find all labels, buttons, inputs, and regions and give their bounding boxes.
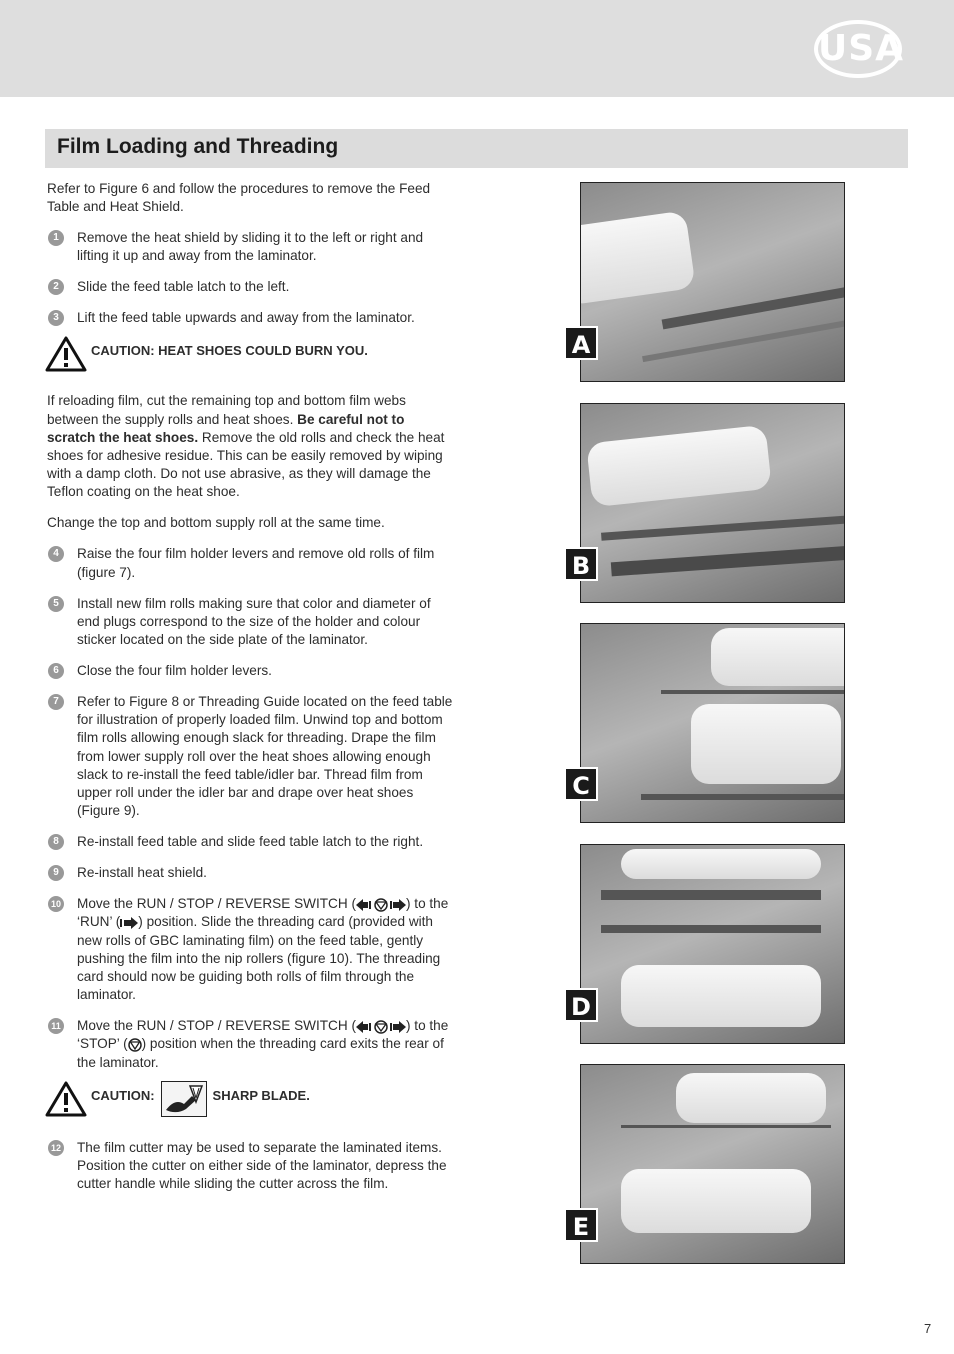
step-6 (47, 662, 455, 680)
caution-heat-text: CAUTION: HEAT SHOES COULD BURN YOU. (91, 343, 368, 359)
reload-paragraph (47, 392, 455, 501)
step-3 (47, 309, 455, 327)
film-roll (691, 704, 841, 784)
caution-blade-label: CAUTION: (91, 1087, 155, 1103)
step-8 (47, 833, 455, 851)
roller-bar (601, 890, 821, 900)
change-paragraph: Change the top and bottom supply roll at the same time. (47, 515, 385, 531)
roller-bar (641, 794, 845, 800)
film-roll (621, 1169, 811, 1233)
step-number: 12 (48, 1140, 64, 1156)
figure-label-d: D (564, 988, 598, 1022)
step-number: 6 (48, 663, 64, 679)
roller-bar (601, 925, 821, 933)
step-2 (47, 278, 455, 296)
step-text: Lift the feed table upwards and away from the laminator. (77, 310, 415, 326)
page-number: 7 (924, 1321, 932, 1336)
step-10 (47, 895, 455, 1004)
film-roll (621, 965, 821, 1027)
usa-badge: USA (814, 20, 902, 78)
roller-bar (621, 1125, 831, 1128)
step-7 (47, 693, 455, 820)
step11-text-a: Move the RUN / STOP / REVERSE SWITCH ( (77, 1018, 356, 1034)
header-band (0, 0, 954, 97)
roller-bar (661, 690, 845, 694)
step-text: Re-install feed table and slide feed table latch to the right. (77, 834, 424, 850)
sharp-blade-icon (161, 1081, 207, 1117)
reload-bold-warning: Be careful not to scratch the heat shoes. (47, 411, 405, 445)
figure-label-e: E (564, 1208, 598, 1242)
film-roll (676, 1073, 826, 1123)
step-number: 10 (48, 896, 64, 912)
step-5 (47, 595, 455, 650)
step-text: Refer to Figure 8 or Threading Guide located on the feed table for illustration of properly loaded film. Unwind top and bottom film rolls allowing enough slack for threading. Drape the film from lower supply roll over the heat shoes allowing enough slack to re-install the feed table/idler bar. Thread film from upper roll under the idler bar and drape over heat shoes (Figure 9). (77, 694, 453, 819)
roller-bar (601, 515, 845, 540)
film-roll (580, 210, 696, 305)
step11-text-c: ) position when the threading card exits the rear of the laminator. (77, 1036, 444, 1070)
step-number: 3 (48, 310, 64, 326)
figure-label-b: B (564, 547, 598, 581)
step-number: 4 (48, 546, 64, 562)
step-text: Remove the heat shield by sliding it to the left or right and lifting it up and away from the laminator. (77, 230, 424, 264)
step-1 (47, 229, 455, 265)
step-text: The film cutter may be used to separate the laminated items. Position the cutter on either side of the laminator, depress the cutter handle while sliding the cutter across the film. (77, 1139, 447, 1192)
step-text: Close the four film holder levers. (77, 663, 272, 679)
film-roll (621, 849, 821, 879)
step-text (77, 1017, 455, 1072)
run-stop-reverse-switch-icon (356, 1020, 406, 1034)
step-text: Install new film rolls making sure that color and diameter of end plugs correspond to the size of the holder and colour sticker located on the side plate of the laminator. (77, 595, 431, 648)
step-11 (47, 1017, 455, 1072)
photo-b-loading-roll (580, 403, 845, 603)
instructions-column (47, 180, 455, 1206)
step-text: Slide the feed table latch to the left. (77, 279, 290, 295)
step10-text-c: ) position. Slide the threading card (provided with new rolls of GBC laminating film) on the feed table, gently pushing the film into the nip rollers (figure 10). The threading card should now be guiding both rolls of film through the laminator. (77, 914, 441, 1003)
warning-triangle-icon (45, 336, 87, 372)
section-header (45, 129, 908, 168)
step-9 (47, 864, 455, 882)
step-text: Re-install heat shield. (77, 865, 207, 881)
step-number: 8 (48, 834, 64, 850)
step-number: 9 (48, 865, 64, 881)
film-roll (586, 425, 772, 507)
reload-text-2: Remove the old rolls and check the heat shoes for adhesive residue. This can be easily removed by wiping with a damp cloth. Do not use abrasive, as they will damage the Teflon coating on the heat shoe. (47, 429, 445, 500)
run-arrow-icon (120, 916, 138, 930)
step-text (77, 895, 455, 1004)
caution-blade (47, 1085, 455, 1117)
intro-paragraph: Refer to Figure 6 and follow the procedures to remove the Feed Table and Heat Shield. (47, 181, 431, 215)
step10-text-a: Move the RUN / STOP / REVERSE SWITCH ( (77, 896, 356, 912)
photo-e-loaded-laminator (580, 1064, 845, 1264)
step11-text-b: ) to the ‘STOP’ ( (77, 1018, 449, 1052)
roller-bar (662, 287, 845, 330)
step-number: 7 (48, 694, 64, 710)
warning-triangle-icon (45, 1081, 87, 1117)
figure-label-a: A (564, 326, 598, 360)
photo-a-laminator-roll (580, 182, 845, 382)
photo-c-installing-rolls (580, 623, 845, 823)
caution-blade-text: SHARP BLADE. (212, 1087, 310, 1103)
step-text: Raise the four film holder levers and remove old rolls of film (figure 7). (77, 546, 435, 580)
step-number: 11 (48, 1018, 64, 1034)
photo-d-threading (580, 844, 845, 1044)
step-number: 5 (48, 596, 64, 612)
step-number: 1 (48, 230, 64, 246)
figure-label-c: C (564, 767, 598, 801)
step-4 (47, 545, 455, 581)
roller-bar (611, 546, 845, 577)
run-stop-reverse-switch-icon (356, 898, 406, 912)
step10-text-b: ) to the ‘RUN’ ( (77, 896, 449, 930)
film-roll (711, 628, 845, 686)
stop-icon (128, 1038, 142, 1052)
caution-heat (47, 340, 455, 372)
step-number: 2 (48, 279, 64, 295)
reload-text-1: If reloading film, cut the remaining top and bottom film webs between the supply rolls and heat shoes. (47, 393, 406, 427)
step-12 (47, 1139, 455, 1194)
section-title: Film Loading and Threading (57, 135, 339, 158)
